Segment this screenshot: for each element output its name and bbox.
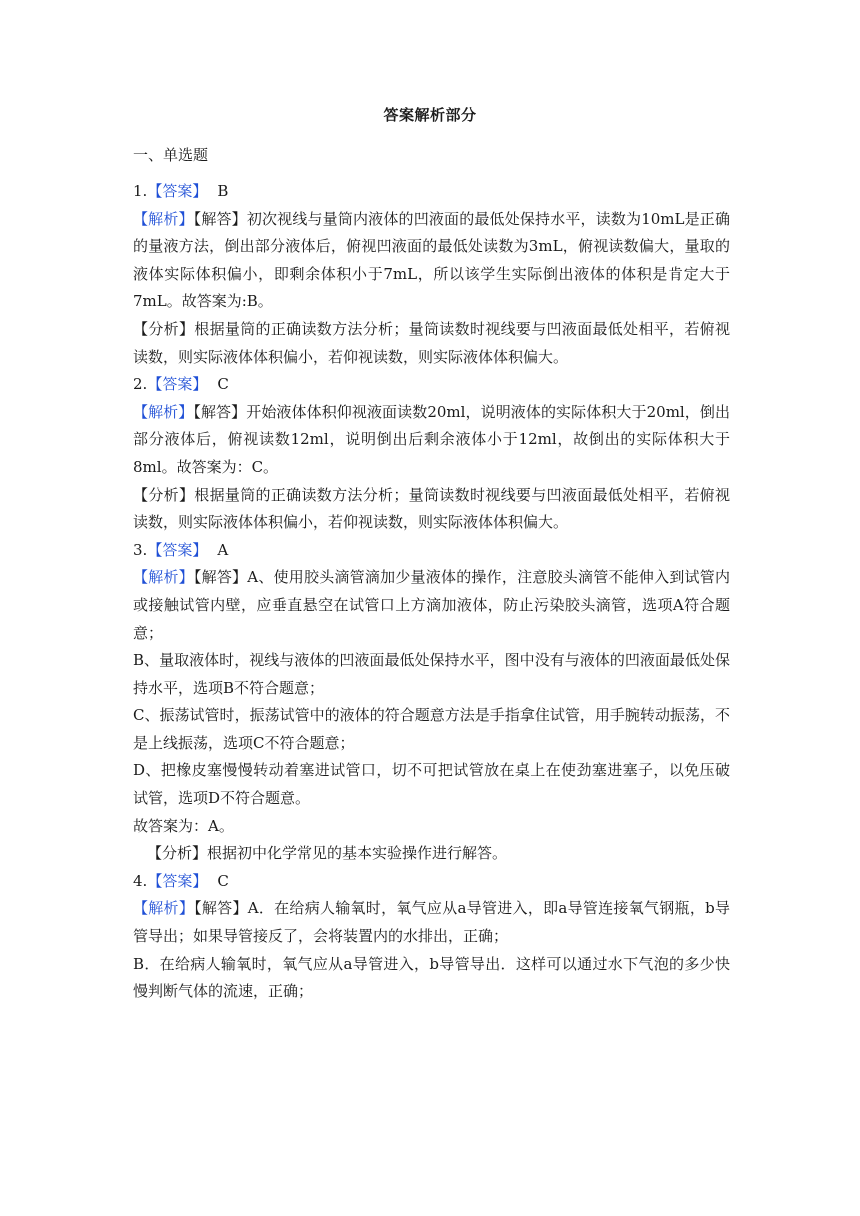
q1-number: 1. [133,182,148,200]
q2-explanation [133,399,730,482]
page-title: 答案解析部分 [383,106,477,124]
q3-option-c: C、振荡试管时，振荡试管中的液体的符合题意方法是手指拿住试管，用手腕转动振荡，不是上线振荡，选项C不符合题意； [133,706,730,752]
jiexi-label: 【解析】 [133,209,194,228]
q1-solution: 【解答】初次视线与量筒内液体的凹液面的最低处保持水平，读数为10mL是正确的量液方法，倒出部分液体后，俯视凹液面的最低处读数为3mL，俯视读数偏大，量取的液体实际体积偏小，即剩余体积小于7mL，所以该学生实际倒出液体的体积是肯定大于7mL。故答案为:B。 [133,209,730,311]
q1-answer-value: B [217,182,229,200]
q4-answer-value: C [217,871,229,890]
jiexi-label: 【解析】 [133,402,194,421]
q3-number: 3. [133,540,148,559]
q2-number: 2. [133,375,148,394]
q3-answer-line [133,537,730,565]
section-heading: 一、单选题 [133,146,209,164]
answer-content [133,178,730,1006]
q3-analysis: 【分析】根据初中化学常见的基本实验操作进行解答。 [147,844,508,863]
answer-label: 【答案】 [147,871,208,890]
q4-solution: 【解答】A．在给病人输氧时，氧气应从a导管进入，即a导管连接氧气钢瓶，b导管导出；如果导管接反了，会将装置内的水排出，正确； [133,899,730,946]
q1-explanation [133,206,730,316]
answer-label: 【答案】 [147,375,208,394]
q4-explanation [133,895,730,950]
q3-answer-value: A [217,540,229,559]
q3-explanation [133,564,730,647]
jiexi-label: 【解析】 [133,568,194,587]
answer-label: 【答案】 [147,182,208,200]
q2-analysis: 【分析】根据量筒的正确读数方法分析；量筒读数时视线要与凹液面最低处相平，若俯视读数，则实际液体体积偏小，若仰视读数，则实际液体体积偏大。 [133,485,730,532]
q1-analysis: 【分析】根据量筒的正确读数方法分析；量筒读数时视线要与凹液面最低处相平，若俯视读数，则实际液体体积偏小，若仰视读数，则实际液体体积偏大。 [133,319,730,366]
q4-option-b: B．在给病人输氧时，氧气应从a导管进入，b导管导出．这样可以通过水下气泡的多少快慢判断气体的流速，正确； [133,954,730,1001]
q2-answer-line [133,371,730,399]
q4-number: 4. [133,871,148,890]
q3-solution: 【解答】A、使用胶头滴管滴加少量液体的操作，注意胶头滴管不能伸入到试管内或接触试管内壁，应垂直悬空在试管口上方滴加液体，防止污染胶头滴管，选项A符合题意； [133,568,730,642]
q3-conclusion: 故答案为：A。 [133,816,234,835]
q1-answer-line [133,178,730,206]
q3-option-d: D、把橡皮塞慢慢转动着塞进试管口，切不可把试管放在桌上在使劲塞进塞子，以免压破试管，选项D不符合题意。 [133,761,730,808]
q2-answer-value: C [217,375,229,394]
q3-option-b: B、量取液体时，视线与液体的凹液面最低处保持水平，图中没有与液体的凹液面最低处保持水平，选项B不符合题意； [133,651,730,697]
q2-solution: 【解答】开始液体体积仰视液面读数20ml，说明液体的实际体积大于20ml，倒出部分液体后，俯视读数12ml，说明倒出后剩余液体小于12ml，故倒出的实际体积大于8ml。故答案为：C。 [133,402,730,476]
answer-label: 【答案】 [147,540,208,559]
jiexi-label: 【解析】 [133,899,195,918]
q4-answer-line [133,868,730,896]
